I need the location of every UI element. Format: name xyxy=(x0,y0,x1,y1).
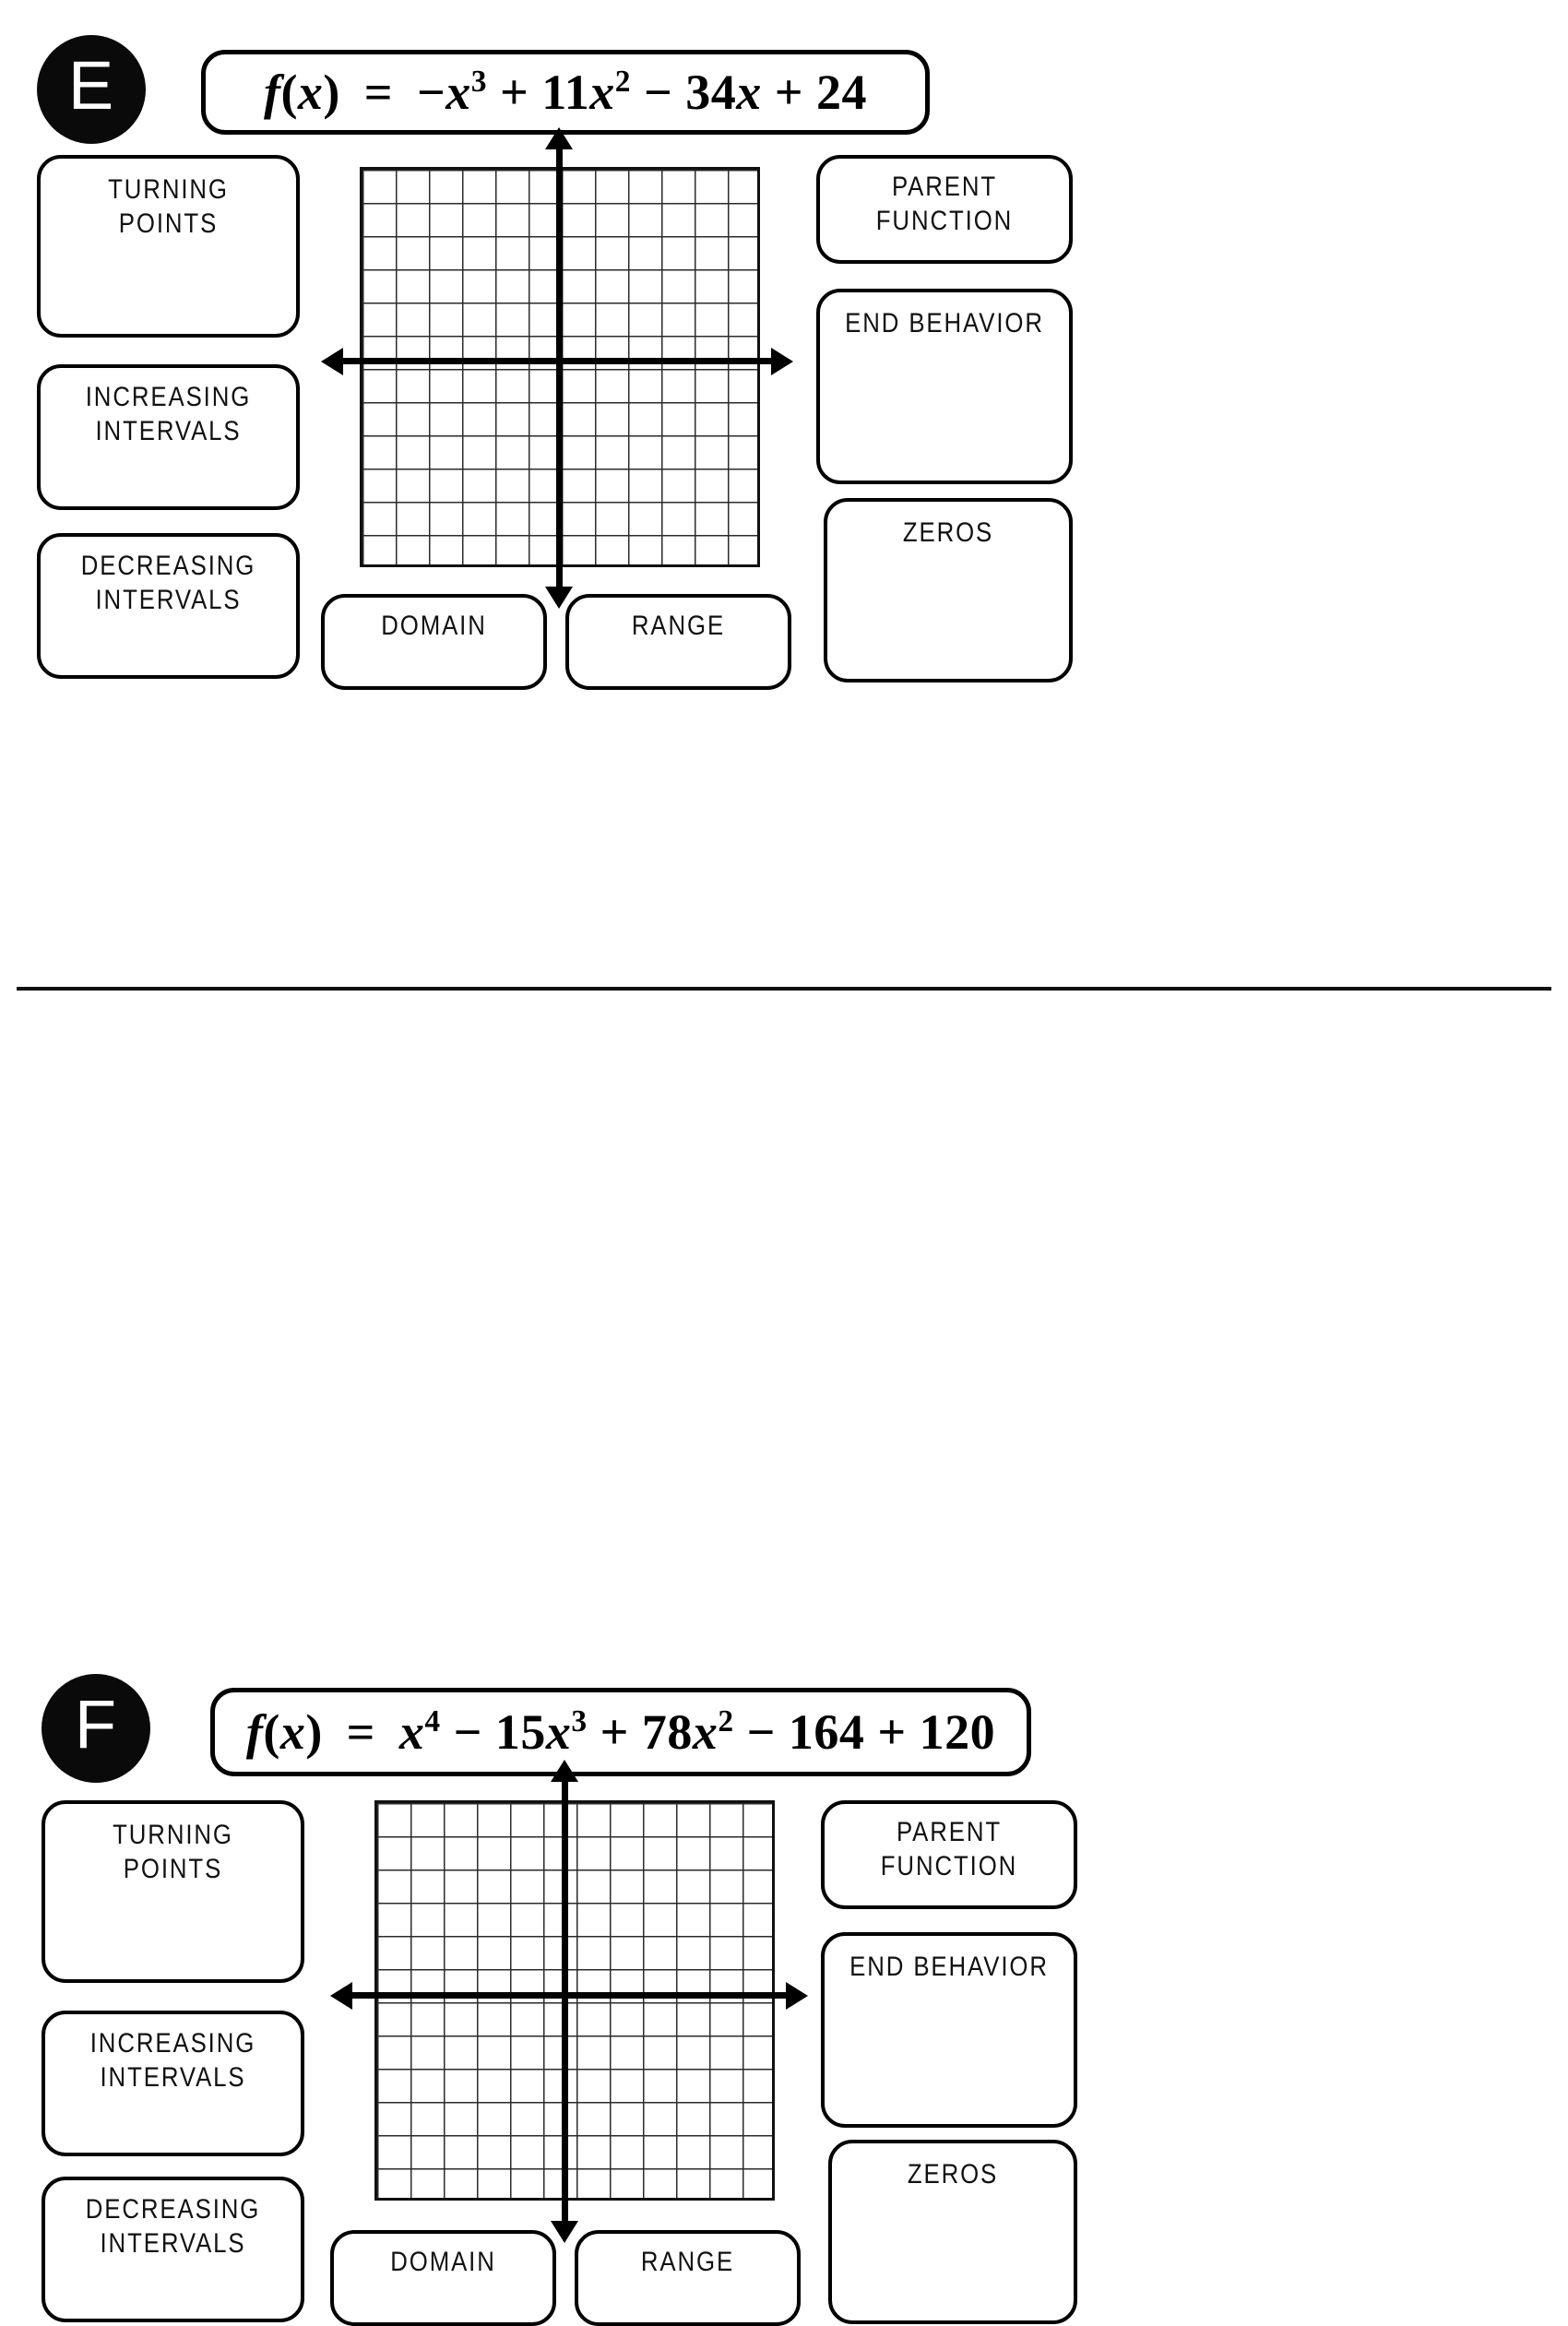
box-parent-function-f[interactable] xyxy=(821,1800,1077,1909)
section-badge-f xyxy=(42,1674,150,1783)
box-label-range: RANGE xyxy=(640,2247,735,2277)
box-label-zeros: ZEROS xyxy=(902,517,994,548)
box-range-f[interactable] xyxy=(575,2230,801,2326)
box-decreasing-intervals-e[interactable] xyxy=(37,533,300,679)
box-decreasing-intervals-f[interactable] xyxy=(42,2177,304,2322)
equation-box-f xyxy=(210,1688,1031,1776)
y-axis-e xyxy=(556,148,563,587)
y-axis-f xyxy=(562,1780,568,2221)
box-increasing-intervals-e[interactable] xyxy=(37,364,300,510)
section-badge-letter: F xyxy=(74,1686,118,1762)
box-label-end-behavior: END BEHAVIOR xyxy=(849,1952,1049,1982)
problem-section-e xyxy=(0,0,1568,991)
box-label-end-behavior: END BEHAVIOR xyxy=(845,308,1044,338)
box-parent-function-e[interactable] xyxy=(816,155,1073,264)
box-turning-points-f[interactable] xyxy=(42,1800,304,1983)
box-label-increasing-intervals: INCREASING INTERVALS xyxy=(89,2028,256,2093)
box-label-decreasing-intervals: DECREASING INTERVALS xyxy=(85,2194,261,2259)
box-label-domain: DOMAIN xyxy=(381,611,487,641)
box-label-zeros: ZEROS xyxy=(907,2159,999,2190)
box-domain-f[interactable] xyxy=(330,2230,556,2326)
equation-box-e xyxy=(201,50,930,135)
box-increasing-intervals-f[interactable] xyxy=(42,2011,304,2156)
box-range-e[interactable] xyxy=(565,594,791,690)
box-label-range: RANGE xyxy=(631,611,726,641)
box-label-domain: DOMAIN xyxy=(390,2247,496,2277)
graph-grid-f xyxy=(374,1800,775,2201)
x-axis-right-arrow-f xyxy=(786,1982,808,2010)
x-axis-left-arrow-f xyxy=(330,1982,352,2010)
y-axis-up-arrow-f xyxy=(551,1760,578,1782)
x-axis-right-arrow-e xyxy=(771,348,793,375)
y-axis-down-arrow-f xyxy=(551,2221,578,2243)
box-turning-points-e[interactable] xyxy=(37,155,300,338)
section-badge-e xyxy=(37,35,146,144)
box-zeros-e[interactable] xyxy=(824,498,1073,682)
section-divider xyxy=(17,987,1551,991)
x-axis-f xyxy=(350,1992,786,1999)
equation-text-e: $f(x) = -x^3 + 11x^2 - 34x + 24$ xyxy=(263,65,868,120)
box-label-increasing-intervals: INCREASING INTERVALS xyxy=(85,382,252,446)
box-label-turning-points: TURNING POINTS xyxy=(108,174,229,239)
equation-text-f: $f(x) = x^4 - 15x^3 + 78x^2 - 164 + 120$ xyxy=(245,1704,996,1760)
box-label-parent-function: PARENT FUNCTION xyxy=(875,172,1014,236)
box-end-behavior-f[interactable] xyxy=(821,1932,1077,2128)
box-zeros-f[interactable] xyxy=(828,2140,1077,2324)
box-label-decreasing-intervals: DECREASING INTERVALS xyxy=(80,551,256,615)
box-domain-e[interactable] xyxy=(321,594,547,690)
section-badge-letter: E xyxy=(67,47,115,124)
box-label-turning-points: TURNING POINTS xyxy=(113,1820,233,1884)
y-axis-up-arrow-e xyxy=(545,127,573,149)
box-label-parent-function: PARENT FUNCTION xyxy=(880,1817,1018,1881)
box-end-behavior-e[interactable] xyxy=(816,289,1073,484)
x-axis-left-arrow-e xyxy=(321,348,343,375)
problem-section-f xyxy=(0,996,1568,2277)
